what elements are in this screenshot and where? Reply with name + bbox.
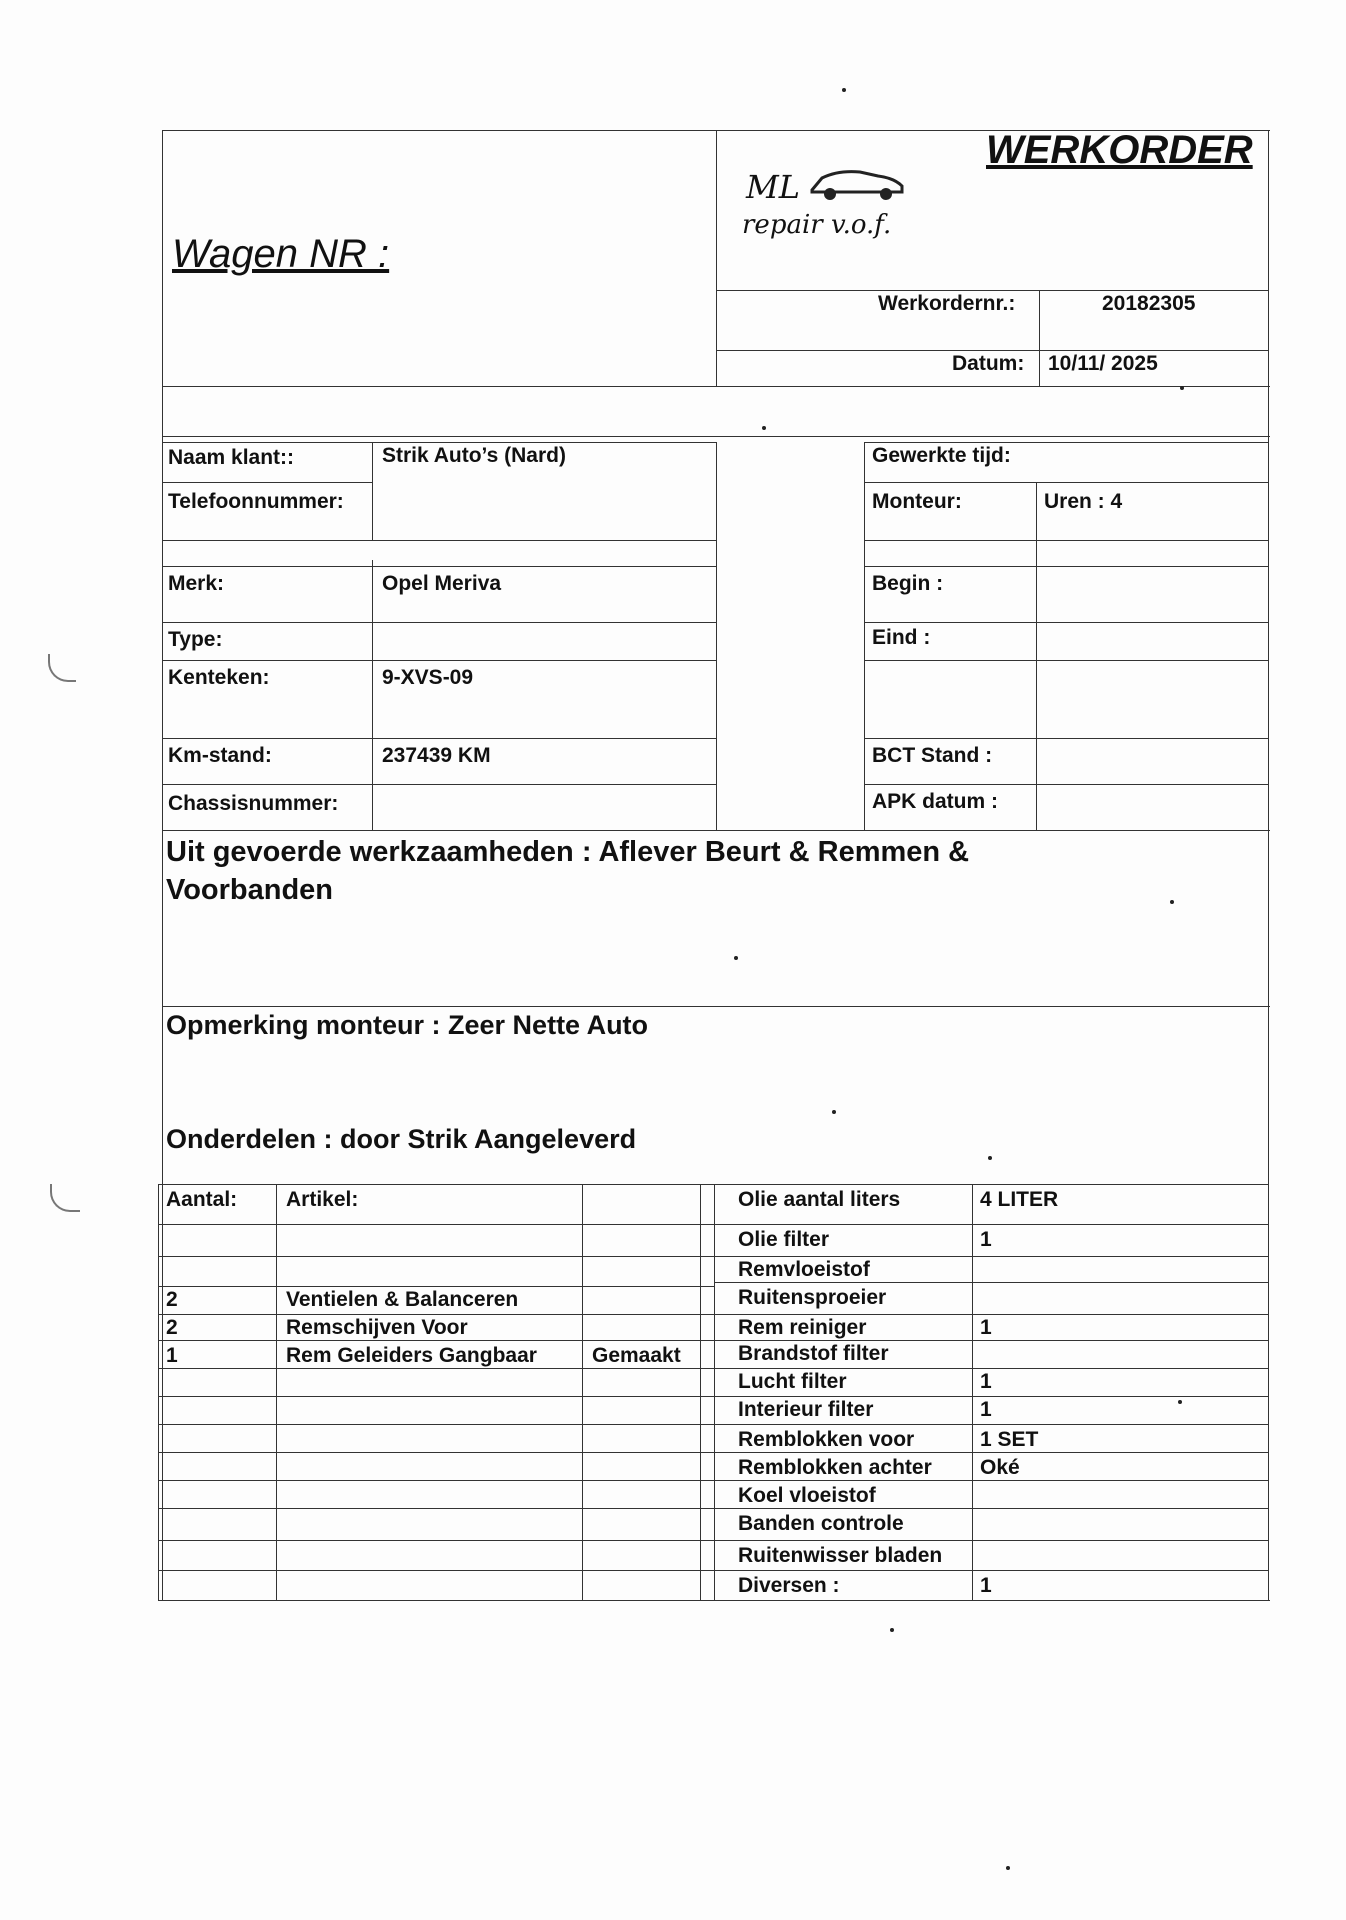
bct-stand-label: BCT Stand : (872, 744, 993, 767)
parts-aantal: 2 (166, 1288, 178, 1311)
datum-value: 10/11/ 2025 (1048, 352, 1158, 375)
service-label: Remvloeistof (738, 1258, 870, 1281)
wagen-nr-label: Wagen NR : (172, 232, 390, 276)
service-label: Diversen : (738, 1574, 840, 1597)
werkzaamheden-line1: Uit gevoerde werkzaamheden : Aflever Beurt & Remmen & (166, 836, 970, 868)
service-label: Koel vloeistof (738, 1484, 876, 1507)
service-value: 1 (980, 1574, 992, 1597)
kenteken-label: Kenteken: (168, 666, 270, 689)
gewerkte-tijd-label: Gewerkte tijd: (872, 444, 1011, 467)
car-icon (808, 164, 908, 204)
service-label: Interieur filter (738, 1398, 874, 1421)
service-label: Remblokken achter (738, 1456, 932, 1479)
parts-artikel: Remschijven Voor (286, 1316, 468, 1339)
uren-value: Uren : 4 (1044, 490, 1123, 513)
service-label: Ruitenwisser bladen (738, 1544, 943, 1567)
onderdelen-line: Onderdelen : door Strik Aangeleverd (166, 1124, 637, 1154)
service-label: Lucht filter (738, 1370, 847, 1393)
service-label: Olie filter (738, 1228, 830, 1251)
opmerking-monteur: Opmerking monteur : Zeer Nette Auto (166, 1010, 649, 1040)
service-label: Ruitensproeier (738, 1286, 887, 1309)
km-stand-label: Km-stand: (168, 744, 272, 767)
km-stand-value: 237439 KM (382, 744, 491, 767)
parts-extra: Gemaakt (592, 1344, 681, 1367)
service-label: Banden controle (738, 1512, 904, 1535)
aantal-header: Aantal: (166, 1188, 238, 1211)
datum-label: Datum: (952, 352, 1025, 375)
parts-artikel: Rem Geleiders Gangbaar (286, 1344, 537, 1367)
chassisnummer-label: Chassisnummer: (168, 792, 339, 815)
service-label: Rem reiniger (738, 1316, 867, 1339)
type-label: Type: (168, 628, 223, 651)
werkzaamheden-line2: Voorbanden (166, 874, 334, 906)
document-title: WERKORDER (986, 128, 1253, 172)
service-label: Olie aantal liters (738, 1188, 901, 1211)
punch-hole-mark (48, 654, 76, 682)
parts-aantal: 1 (166, 1344, 178, 1367)
naam-klant-value: Strik Auto’s (Nard) (382, 444, 566, 467)
service-value: 1 (980, 1228, 992, 1251)
service-value: 1 SET (980, 1428, 1039, 1451)
artikel-header: Artikel: (286, 1188, 359, 1211)
service-value: 1 (980, 1316, 992, 1339)
company-logo (742, 160, 922, 250)
punch-hole-mark (50, 1184, 80, 1212)
kenteken-value: 9-XVS-09 (382, 666, 474, 689)
service-value: Oké (980, 1456, 1020, 1479)
begin-label: Begin : (872, 572, 944, 595)
werkordernr-value: 20182305 (1102, 292, 1196, 315)
logo-ml-text: ML (746, 168, 801, 206)
naam-klant-label: Naam klant:: (168, 446, 295, 469)
service-value: 1 (980, 1370, 992, 1393)
werkordernr-label: Werkordernr.: (878, 292, 1016, 315)
service-value: 1 (980, 1398, 992, 1421)
logo-sub-text: repair v.o.f. (742, 210, 892, 240)
service-label: Remblokken voor (738, 1428, 915, 1451)
service-label: Brandstof filter (738, 1342, 889, 1365)
eind-label: Eind : (872, 626, 931, 649)
monteur-label: Monteur: (872, 490, 962, 513)
merk-value: Opel Meriva (382, 572, 502, 595)
parts-artikel: Ventielen & Balanceren (286, 1288, 519, 1311)
apk-datum-label: APK datum : (872, 790, 998, 813)
service-value: 4 LITER (980, 1188, 1059, 1211)
merk-label: Merk: (168, 572, 225, 595)
telefoon-label: Telefoonnummer: (168, 490, 344, 513)
parts-aantal: 2 (166, 1316, 178, 1339)
